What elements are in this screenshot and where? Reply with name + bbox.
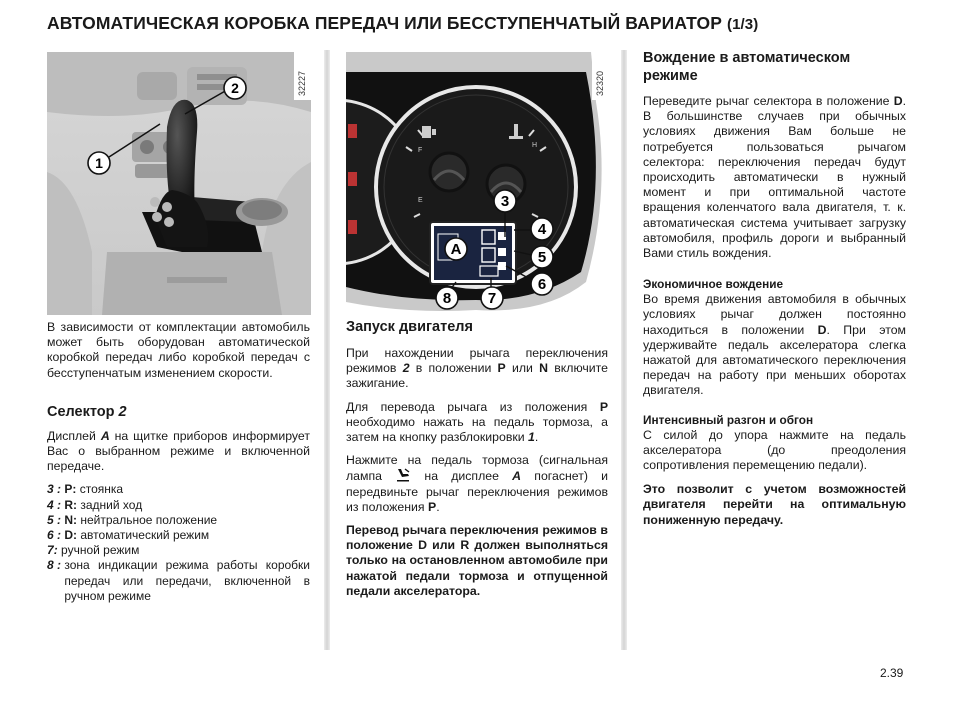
- selector-heading-text: Селектор: [47, 403, 115, 420]
- figure2-code: 32320: [595, 70, 605, 96]
- legend-text: автоматический режим: [80, 528, 210, 543]
- intense-paragraph: С силой до упора нажмите на педаль акселератора (до преодоления сопротивления перемещению педали).: [643, 427, 906, 473]
- legend-num: 3: [47, 482, 54, 497]
- legend-item: 6 : D: автоматический режим: [47, 528, 210, 543]
- legend-item: 3 : P: стоянка: [47, 482, 124, 497]
- page-number: 2.39: [880, 666, 904, 680]
- final-note: Это позволит с учетом возможностей двигателя перейти на оптимальную пониженную передачу.: [643, 482, 906, 527]
- legend-num: 7: [47, 543, 54, 558]
- title-part: (1/3): [727, 16, 759, 33]
- p2-num: 1: [528, 430, 535, 445]
- auto-text-a: Переведите рычаг селектора в положение: [643, 94, 890, 108]
- callout-2-label: 2: [231, 80, 239, 96]
- intense-heading: Интенсивный разгон и обгон: [643, 412, 814, 427]
- callout-1-label: 1: [95, 155, 103, 171]
- p2-letter-p: P: [599, 399, 609, 414]
- legend-num: 8: [47, 558, 54, 573]
- svg-text:E: E: [418, 197, 423, 204]
- svg-text:H: H: [532, 142, 538, 149]
- column-3: [643, 49, 906, 536]
- legend-num: 6: [47, 528, 54, 543]
- legend-num: 5: [47, 512, 54, 527]
- callout-a: [445, 238, 467, 260]
- eco-text-a: Во время движения автомобиля в обычных условиях рычаг должен постоянно находиться в положении: [643, 292, 906, 337]
- title-text: АВТОМАТИЧЕСКАЯ КОРОБКА ПЕРЕДАЧ ИЛИ БЕССТУПЕНЧАТЫЙ ВАРИАТОР: [47, 13, 723, 33]
- p3-text-b: на дисплее: [424, 469, 499, 484]
- page-title: [47, 13, 758, 34]
- p1-text-d: включите зажигание.: [346, 361, 609, 391]
- instrument-cluster-illustration: [346, 52, 608, 314]
- column-divider: [324, 50, 330, 650]
- legend-mode: R:: [64, 497, 78, 512]
- intro-paragraph: В зависимости от комплектации автомобиль может быть оборудован автоматической коробкой передач либо коробкой передач с бесступенчатым изменением скорости.: [47, 320, 310, 380]
- legend-text: нейтральное положение: [80, 512, 218, 527]
- p3-text-a: Нажмите на педаль тормоза (сигнальная лампа: [346, 453, 608, 484]
- legend-text: зона индикации режима работы коробки передач или передачи, включенной в ручном режиме: [64, 558, 310, 603]
- legend-mode: D:: [64, 528, 78, 543]
- eco-text-b: . При этом удерживайте педаль акселератора слегка нажатой для автоматического переключения передач на работу при меньших оборотах двигателя.: [643, 322, 906, 398]
- callout-3: [494, 190, 516, 212]
- p2-text-a: Для перевода рычага из положения: [346, 399, 588, 414]
- p1-text-b: в положении: [415, 361, 492, 376]
- callout-4-label: 4: [537, 221, 547, 238]
- callout-1: [88, 152, 110, 174]
- auto-mode-heading: Вождение в автоматическом режиме: [643, 50, 851, 84]
- p1-text-c: или: [511, 361, 533, 376]
- display-text-post: на щитке приборов информирует Вас о выбранном режиме и включенной передаче.: [47, 428, 310, 474]
- legend-item: 4 : R: задний ход: [47, 497, 143, 512]
- auto-letter-d: D: [893, 94, 903, 108]
- auto-mode-paragraph: [643, 94, 906, 261]
- legend-text: задний ход: [80, 497, 143, 512]
- callout-8-label: 8: [442, 290, 452, 307]
- engine-start-p3: [346, 453, 608, 515]
- callout-7: [481, 287, 503, 309]
- eco-heading: Экономичное вождение: [643, 277, 784, 292]
- figure1-code: 32227: [297, 70, 307, 96]
- legend-item: 7: ручной режим: [47, 543, 140, 558]
- column-divider: [621, 50, 627, 650]
- legend-item: 5 : N: нейтральное положение: [47, 512, 218, 527]
- callout-4: [531, 218, 553, 240]
- auto-text-b: . В большинстве случаев при обычных условиях движения Вам больше не потребуется пользоваться рычагом селектора: переключения передач будут происходить автоматически в нужный момент и при оптимальной частоте вращения коленчатого вала двигателя, т. к. автоматическая система учитывает загрузку автомобиля, профиль дороги и выбранный Вами стиль вождения.: [643, 94, 907, 261]
- selector-heading: [47, 403, 310, 421]
- eco-paragraph: [643, 292, 906, 398]
- callout-8: [436, 287, 458, 309]
- engine-start-heading: Запуск двигателя: [346, 319, 473, 335]
- gear-selector-photo: [47, 52, 311, 315]
- p1-letter-n: N: [539, 361, 548, 376]
- callout-a-label: A: [450, 241, 462, 258]
- legend-list: [47, 482, 310, 604]
- callout-2: [224, 77, 246, 99]
- selector-heading-num: 2: [118, 403, 127, 420]
- legend-num: 4: [47, 497, 54, 512]
- legend-mode: N:: [64, 512, 78, 527]
- engine-start-p1: [346, 346, 608, 392]
- p2-text-b: необходимо нажать на педаль тормоза, а затем на кнопку разблокировки: [346, 414, 608, 445]
- legend-text: стоянка: [79, 482, 124, 497]
- callout-3-label: 3: [500, 193, 510, 210]
- p3-letter-p: P: [427, 499, 437, 514]
- p1-letter-p: P: [497, 361, 506, 376]
- callout-6: [531, 273, 553, 295]
- eco-letter-d: D: [817, 322, 827, 337]
- legend-text: ручной режим: [61, 543, 140, 558]
- display-letter: A: [100, 428, 110, 443]
- p1-text-a: При нахождении рычага переключения режимов: [346, 346, 608, 376]
- callout-5: [531, 246, 553, 268]
- svg-text:F: F: [418, 147, 423, 154]
- display-text-pre: Дисплей: [47, 428, 96, 443]
- callout-6-label: 6: [537, 276, 547, 293]
- p1-num: 2: [402, 361, 410, 376]
- display-paragraph: [47, 429, 310, 475]
- column-1: [47, 320, 310, 604]
- p3-text-c: погаснет) и передвиньте рычаг переключения режимов из положения: [346, 469, 609, 514]
- callout-5-label: 5: [537, 249, 547, 266]
- callout-7-label: 7: [487, 290, 497, 307]
- engine-start-warning: Перевод рычага переключения режимов в положение D или R должен выполняться только на остановленном автомобиле при нажатой педали тормоза и отпущенной педали акселератора.: [346, 523, 608, 598]
- column-2: [346, 318, 608, 607]
- p3-text-d: .: [436, 499, 440, 514]
- legend-mode: P:: [64, 482, 77, 497]
- brake-foot-icon: [395, 468, 411, 482]
- engine-start-p2: [346, 400, 608, 446]
- p2-text-c: .: [534, 430, 539, 445]
- p3-letter-a: A: [512, 469, 522, 484]
- legend-item: 8 : зона индикации режима работы коробки передач или передачи, включенной в ручном режиме: [47, 558, 310, 603]
